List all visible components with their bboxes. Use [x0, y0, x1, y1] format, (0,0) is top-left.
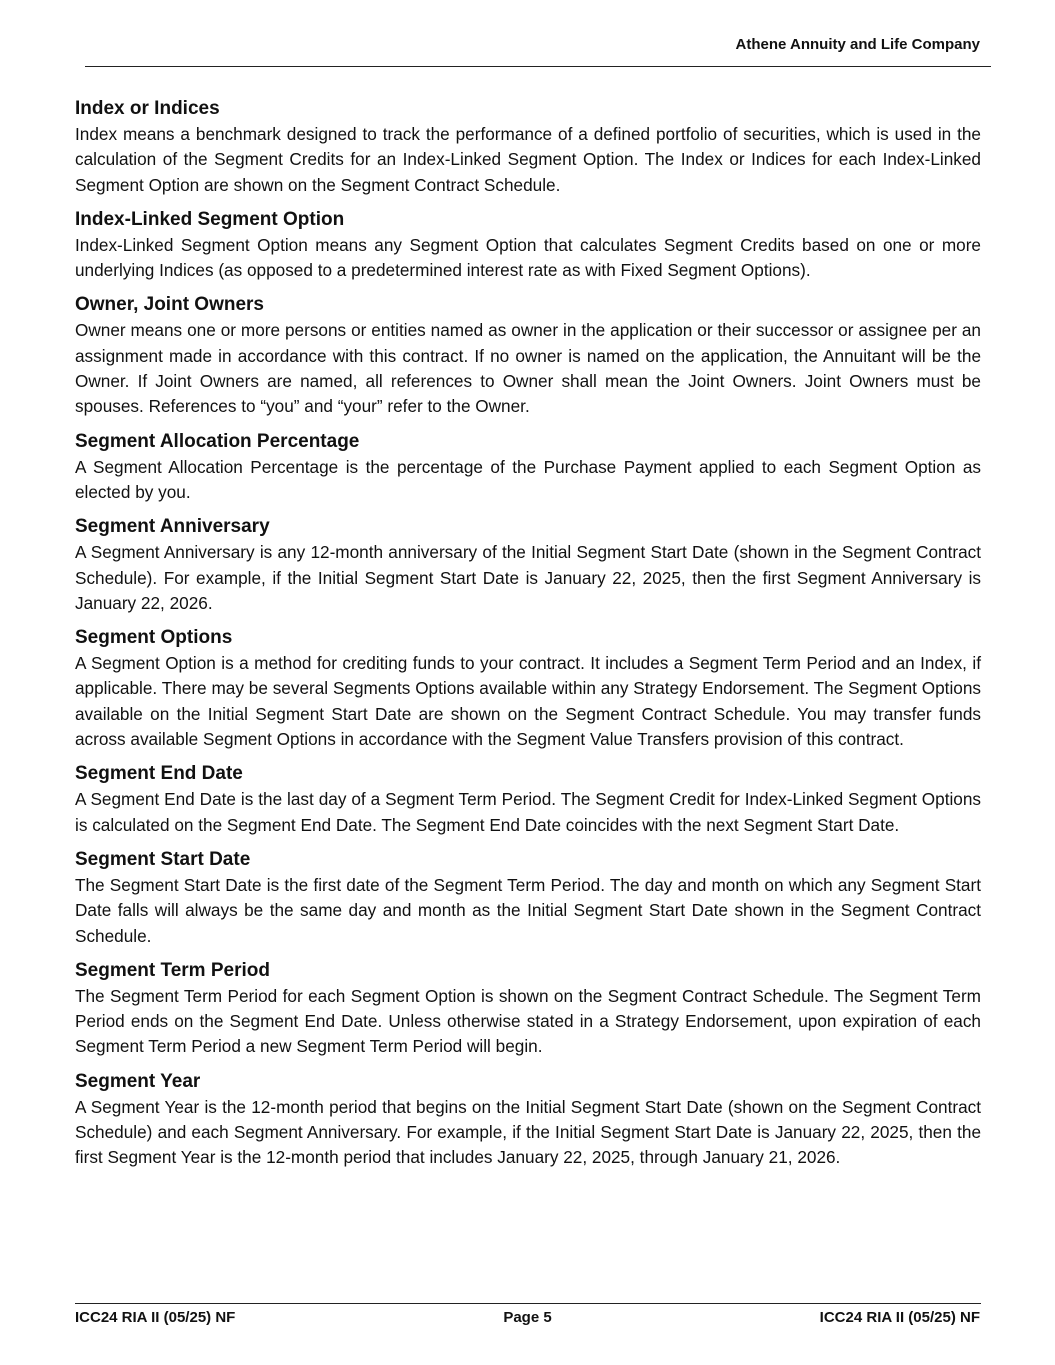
company-name: Athene Annuity and Life Company — [735, 36, 980, 53]
definition-title: Segment End Date — [75, 763, 243, 785]
definition-owner-joint-owners — [75, 292, 981, 419]
page-number: Page 5 — [503, 1309, 552, 1326]
definition-text: A Segment Year is the 12-month period that begins on the Initial Segment Start Date (shown on the Segment Contract Schedule) and each Segment Anniversary. For example, if the Initial Segment Start Date is January 22, 2025, then the first Segment Year is the 12-month period that includes January 22, 2025, through January 21, 2026. — [75, 1096, 981, 1168]
definition-segment-year — [75, 1069, 981, 1171]
definition-segment-start-date — [75, 847, 981, 949]
definition-title: Index or Indices — [75, 98, 220, 119]
definitions-content — [75, 96, 981, 1180]
definition-segment-options — [75, 625, 981, 752]
definition-index-or-indices — [75, 96, 981, 198]
definition-title: Segment Start Date — [75, 848, 251, 870]
footer-divider — [75, 1303, 981, 1304]
definition-text: Owner means one or more persons or entities named as owner in the application or their successor or assignee per an assignment made in accordance with this contract. If no owner is named on the application, the Annuitant will be the Owner. If Joint Owners are named, all references to Owner shall mean the Joint Owners. Joint Owners must be spouses. References to “you” and “your” refer to the Owner. — [75, 320, 981, 417]
footer-form-number-right: ICC24 RIA II (05/25) NF — [819, 1309, 980, 1326]
header-divider — [85, 66, 991, 67]
definition-text: A Segment Allocation Percentage is the percentage of the Purchase Payment applied to each Segment Option as elected by you. — [75, 456, 981, 502]
definition-title: Segment Year — [75, 1070, 201, 1092]
definition-segment-end-date — [75, 761, 981, 838]
footer-form-number-left: ICC24 RIA II (05/25) NF — [75, 1309, 236, 1326]
definition-title: Segment Allocation Percentage — [75, 430, 360, 452]
definition-text: The Segment Start Date is the first date of the Segment Term Period. The day and month on which any Segment Start Date falls will always be the same day and month as the Initial Segment Start Date shown in the Segment Contract Schedule. — [75, 874, 981, 946]
definition-title: Segment Anniversary — [75, 516, 270, 538]
definition-title: Index-Linked Segment Option — [75, 208, 345, 230]
definition-title: Owner, Joint Owners — [75, 294, 264, 316]
definition-title: Segment Options — [75, 627, 233, 649]
definition-segment-allocation-percentage — [75, 429, 981, 506]
definition-text: The Segment Term Period for each Segment Option is shown on the Segment Contract Schedule. The Segment Term Period ends on the Segment End Date. Unless otherwise stated in a Strategy Endorsement, upon expiration of each Segment Term Period a new Segment Term Period will begin. — [75, 985, 981, 1057]
definition-index-linked-segment-option — [75, 207, 981, 284]
definition-title: Segment Term Period — [75, 959, 270, 981]
definition-text: A Segment End Date is the last day of a Segment Term Period. The Segment Credit for Index-Linked Segment Options is calculated on the Segment End Date. The Segment End Date coincides with the next Segment Start Date. — [75, 789, 981, 835]
definition-segment-anniversary — [75, 514, 981, 616]
definition-text: A Segment Anniversary is any 12-month anniversary of the Initial Segment Start Date (shown in the Segment Contract Schedule). For example, if the Initial Segment Start Date is January 22, 2025, then the first Segment Anniversary is January 22, 2026. — [75, 542, 981, 613]
definition-segment-term-period — [75, 958, 981, 1060]
definition-text: A Segment Option is a method for crediting funds to your contract. It includes a Segment Term Period and an Index, if applicable. There may be several Segments Options available within any Strategy Endorsement. The Segment Options available on the Initial Segment Start Date are shown on the Segment Contract Schedule. You may transfer funds across available Segment Options in accordance with the Segment Value Transfers provision of this contract. — [75, 653, 981, 750]
definition-text: Index means a benchmark designed to track the performance of a defined portfolio of securities, which is used in the calculation of the Segment Credits for an Index-Linked Segment Option. The Index or Indices for each Index-Linked Segment Option are shown on the Segment Contract Schedule. — [75, 124, 981, 195]
definition-text: Index-Linked Segment Option means any Segment Option that calculates Segment Credits based on one or more underlying Indices (as opposed to a predetermined interest rate as with Fixed Segment Options). — [75, 234, 981, 281]
